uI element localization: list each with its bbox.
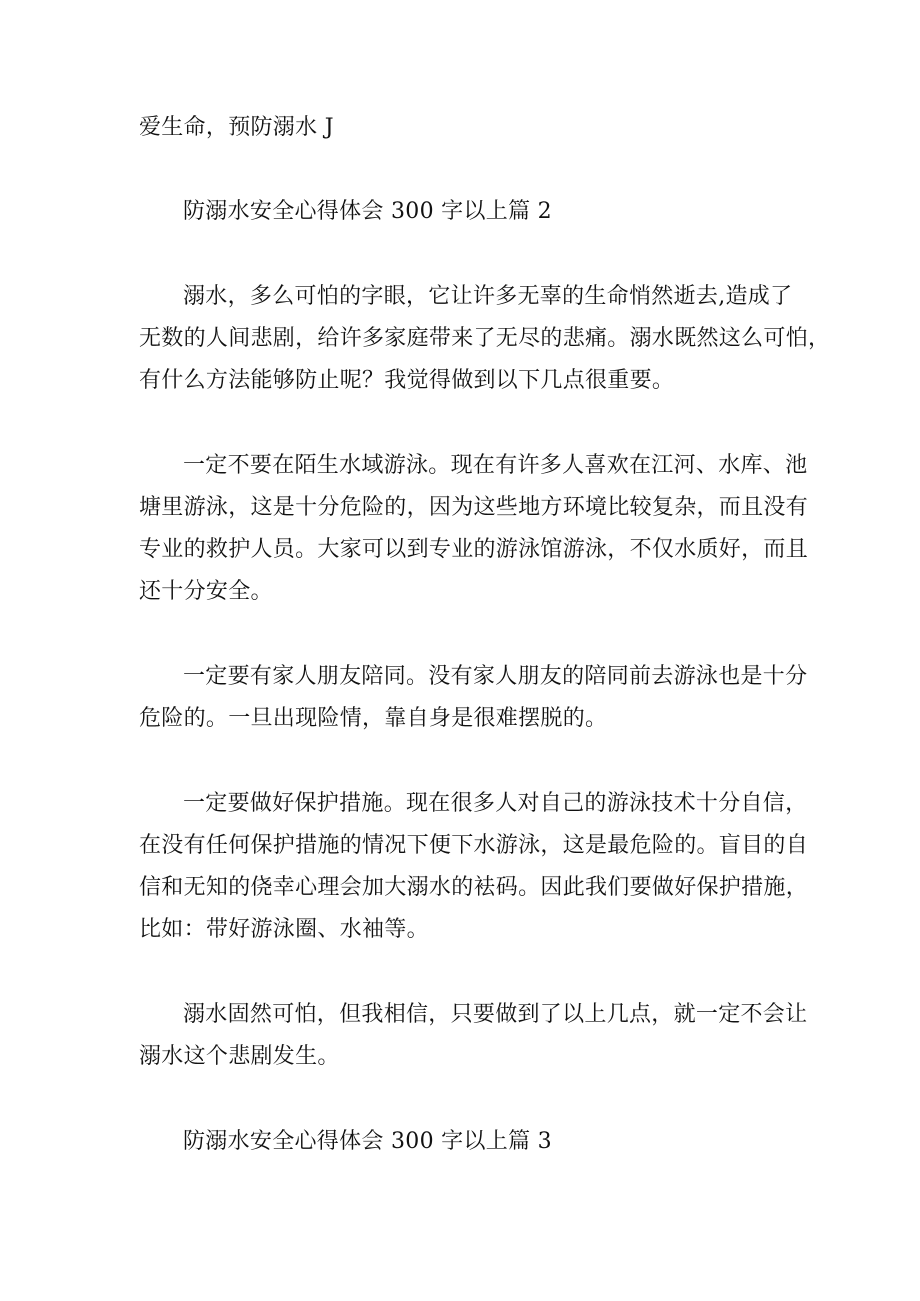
paragraph-line: 一定不要在陌生水域游泳。现在有许多人喜欢在江河、水库、池 xyxy=(183,453,808,478)
paragraph-line: 有什么方法能够防止呢？我觉得做到以下几点很重要。 xyxy=(139,368,675,393)
paragraph-line: 溺水，多么可怕的字眼，它让许多无辜的生命悄然逝去,造成了 xyxy=(183,284,793,309)
paragraph-line: 比如：带好游泳圈、水袖等。 xyxy=(139,917,429,942)
paragraph-line: 溺水固然可怕，但我相信，只要做到了以上几点，就一定不会让 xyxy=(183,1002,808,1027)
paragraph-line: 一定要有家人朋友陪同。没有家人朋友的陪同前去游泳也是十分 xyxy=(183,664,808,689)
paragraph-line: 一定要做好保护措施。现在很多人对自己的游泳技术十分自信， xyxy=(183,791,808,816)
text-line-closing: 爱生命，预防溺水 J xyxy=(139,115,334,140)
paragraph-line: 危险的。一旦出现险情，靠自身是很难摆脱的。 xyxy=(139,706,608,731)
paragraph-line: 还十分安全。 xyxy=(139,579,273,604)
paragraph-line: 无数的人间悲剧，给许多家庭带来了无尽的悲痛。溺水既然这么可怕， xyxy=(139,326,831,351)
section-heading-2: 防溺水安全心得体会 300 字以上篇 2 xyxy=(183,199,552,224)
paragraph-line: 专业的救护人员。大家可以到专业的游泳馆游泳，不仅水质好，而且 xyxy=(139,537,809,562)
section-heading-3: 防溺水安全心得体会 300 字以上篇 3 xyxy=(183,1129,552,1154)
paragraph-line: 溺水这个悲剧发生。 xyxy=(139,1044,340,1069)
paragraph-line: 信和无知的侥幸心理会加大溺水的袪码。因此我们要做好保护措施， xyxy=(139,875,809,900)
paragraph-line: 在没有任何保护措施的情况下便下水游泳，这是最危险的。盲目的自 xyxy=(139,833,809,858)
paragraph-line: 塘里游泳，这是十分危险的，因为这些地方环境比较复杂，而且没有 xyxy=(139,495,809,520)
